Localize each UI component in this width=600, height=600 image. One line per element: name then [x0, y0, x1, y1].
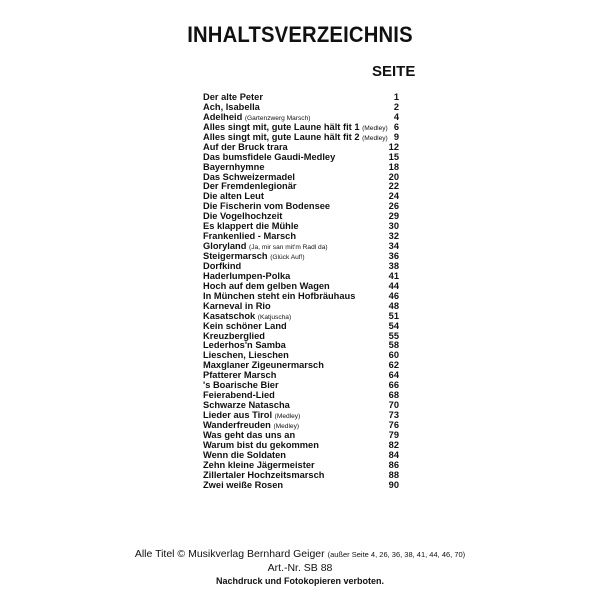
toc-entry-title: Ach, Isabella	[203, 101, 260, 112]
page-column-header: SEITE	[372, 63, 416, 80]
toc-entry-text	[203, 450, 286, 460]
toc-entry	[203, 340, 399, 350]
toc-entry-page: 82	[388, 439, 399, 450]
toc-entry-page: 84	[388, 449, 399, 460]
toc-entry-note: (Glück Auf!)	[270, 254, 305, 261]
toc-entry-text	[203, 390, 275, 400]
toc-entry	[203, 211, 399, 221]
toc-entry	[203, 470, 399, 480]
toc-entry-page: 18	[388, 161, 399, 172]
toc-entry-page: 29	[388, 211, 399, 222]
toc-entry-title: Hoch auf dem gelben Wagen	[203, 280, 330, 291]
toc-entry-text	[203, 221, 299, 231]
toc-entry-text	[203, 360, 324, 370]
toc-entry-page: 15	[388, 151, 399, 162]
toc-entry-page: 38	[388, 260, 399, 271]
toc-entry-title: Warum bist du gekommen	[203, 439, 319, 450]
toc-entry-title: Feierabend-Lied	[203, 390, 275, 401]
toc-entry	[203, 231, 399, 241]
toc-entry-page: 22	[388, 181, 399, 192]
copy-notice: Nachdruck und Fotokopieren verboten.	[215, 576, 385, 586]
toc-entry	[203, 162, 399, 172]
toc-entry	[203, 460, 399, 470]
toc-entry	[203, 261, 399, 271]
toc-entry-page: 60	[388, 350, 399, 361]
table-of-contents	[203, 92, 399, 490]
toc-entry-page: 1	[393, 92, 399, 102]
toc-entry-page: 66	[388, 380, 399, 391]
toc-entry-page: 44	[388, 280, 399, 291]
toc-entry	[203, 430, 399, 440]
toc-entry-title: Gloryland	[203, 241, 247, 252]
toc-entry	[203, 321, 399, 331]
toc-entry-text	[203, 301, 271, 311]
toc-entry-page: 54	[388, 320, 399, 331]
toc-entry-page: 24	[388, 191, 399, 202]
toc-entry-title: Das bumsfidele Gaudi-Medley	[203, 151, 336, 162]
toc-entry-page: 32	[388, 231, 399, 242]
toc-entry-page: 20	[388, 171, 399, 182]
copyright-line	[0, 548, 600, 560]
toc-entry-title: Das Schweizermadel	[203, 171, 295, 182]
toc-entry-text	[203, 281, 330, 291]
toc-entry-text	[203, 400, 290, 410]
toc-entry-text	[203, 152, 335, 162]
toc-entry-page: 86	[388, 459, 399, 470]
toc-entry-title: Maxglaner Zigeunermarsch	[203, 360, 324, 371]
toc-entry-title: Kasatschok	[203, 310, 256, 321]
toc-entry-title: Steigermarsch	[203, 251, 268, 261]
toc-entry-title: Lieschen, Lieschen	[203, 350, 289, 361]
toc-entry-title: Frankenlied - Marsch	[203, 231, 296, 242]
toc-entry-text	[203, 321, 287, 331]
toc-entry	[203, 350, 399, 360]
copyright-exception: (außer Seite 4, 26, 36, 38, 41, 44, 46, 70)	[327, 550, 466, 559]
toc-entry-page: 55	[388, 330, 399, 341]
toc-entry-title: Haderlumpen-Polka	[203, 270, 291, 281]
toc-entry-title: 's Boarische Bier	[203, 380, 279, 391]
toc-entry	[203, 191, 399, 201]
toc-entry-page: 12	[388, 141, 399, 152]
toc-entry	[203, 172, 399, 182]
toc-entry-title: Lederhos'n Samba	[203, 340, 286, 351]
toc-entry-text	[203, 201, 330, 211]
toc-entry-title: Adelheid	[203, 111, 243, 122]
toc-entry-text	[203, 331, 265, 341]
toc-entry-page: 36	[388, 251, 399, 261]
toc-entry	[203, 301, 399, 311]
toc-entry-title: Alles singt mit, gute Laune hält fit 2	[203, 131, 360, 142]
toc-entry-title: Der Fremdenlegionär	[203, 181, 297, 192]
toc-entry	[203, 400, 399, 410]
toc-entry-title: Auf der Bruck trara	[203, 141, 288, 152]
toc-entry-title: Alles singt mit, gute Laune hält fit 1	[203, 121, 360, 132]
toc-entry-page: 73	[388, 410, 399, 420]
toc-entry-text	[203, 370, 276, 380]
toc-entry-text	[203, 271, 290, 281]
toc-entry-title: Wanderfreuden	[203, 419, 271, 430]
toc-entry-text	[203, 211, 282, 221]
toc-entry	[203, 152, 399, 162]
toc-entry-text	[203, 162, 265, 172]
toc-entry-text	[203, 231, 296, 241]
toc-entry-text	[203, 470, 324, 480]
toc-entry	[203, 241, 399, 251]
toc-entry-title: Kreuzberglied	[203, 330, 265, 341]
toc-entry-page: 6	[393, 121, 399, 132]
toc-entry	[203, 450, 399, 460]
toc-entry-note: (Medley)	[274, 413, 301, 420]
toc-entry	[203, 181, 399, 191]
toc-entry-title: In München steht ein Hofbräuhaus	[203, 290, 356, 301]
toc-entry-note: (Katjuscha)	[257, 313, 292, 321]
toc-entry-page: 58	[388, 340, 399, 351]
toc-entry-page: 2	[393, 101, 399, 112]
toc-entry-title: Es klappert die Mühle	[203, 221, 299, 232]
toc-entry-title: Zwei weiße Rosen	[203, 479, 284, 490]
toc-entry-page: 34	[388, 241, 399, 252]
toc-entry	[203, 410, 399, 420]
toc-entry	[203, 132, 399, 142]
toc-entry	[203, 480, 399, 490]
toc-entry	[203, 360, 399, 370]
toc-entry-text	[203, 440, 319, 450]
toc-entry	[203, 92, 399, 102]
toc-entry-text	[203, 172, 295, 182]
toc-entry-text	[203, 340, 286, 350]
toc-entry-title: Schwarze Natascha	[203, 400, 290, 411]
toc-entry-page: 41	[388, 270, 399, 281]
toc-entry-text	[203, 380, 279, 390]
toc-entry-note: (Gartenzwerg Marsch)	[244, 114, 311, 122]
toc-entry-page: 79	[388, 429, 399, 440]
toc-entry-title: Zehn kleine Jägermeister	[203, 459, 315, 470]
toc-entry	[203, 271, 399, 281]
toc-entry-text	[203, 142, 288, 152]
toc-entry-text	[203, 460, 315, 470]
toc-entry-title: Die Fischerin vom Bodensee	[203, 201, 331, 212]
toc-entry-text	[203, 181, 297, 191]
toc-entry-title: Die alten Leut	[203, 191, 264, 202]
toc-entry	[203, 440, 399, 450]
toc-entry	[203, 281, 399, 291]
toc-entry-title: Dorfkind	[203, 260, 242, 271]
page-title: INHALTSVERZEICHNIS	[187, 22, 413, 47]
toc-entry-title: Pfatterer Marsch	[203, 370, 277, 381]
toc-entry-page: 70	[388, 400, 399, 411]
toc-entry	[203, 112, 399, 122]
toc-entry-note: (Ja, mir san mit'm Radl da)	[249, 244, 328, 252]
toc-entry-text	[203, 350, 289, 360]
toc-entry-page: 88	[388, 469, 399, 480]
toc-entry-title: Lieder aus Tirol	[203, 410, 273, 420]
toc-entry	[203, 102, 399, 112]
toc-entry-note: (Medley)	[362, 134, 388, 142]
toc-entry-title: Zillertaler Hochzeitsmarsch	[203, 469, 325, 480]
toc-entry-title: Bayernhymne	[203, 161, 265, 172]
toc-entry-text	[203, 291, 355, 301]
toc-entry-page: 9	[393, 131, 399, 142]
toc-entry-page: 26	[388, 201, 399, 212]
toc-entry	[203, 251, 399, 261]
toc-entry-page: 51	[388, 310, 399, 321]
toc-entry	[203, 221, 399, 231]
copyright-text: Alle Titel © Musikverlag Bernhard Geiger	[134, 548, 325, 560]
toc-entry-title: Was geht das uns an	[203, 429, 296, 440]
toc-entry-page: 76	[388, 419, 399, 430]
toc-entry-page: 68	[388, 390, 399, 401]
toc-entry	[203, 331, 399, 341]
toc-entry-title: Kein schöner Land	[203, 320, 287, 331]
toc-entry-page: 62	[388, 360, 399, 371]
toc-entry-page: 90	[388, 479, 399, 490]
toc-entry	[203, 122, 399, 132]
toc-entry-note: (Medley)	[273, 422, 300, 430]
toc-entry-page: 30	[388, 221, 399, 232]
toc-entry-page: 4	[393, 111, 399, 122]
toc-entry	[203, 311, 399, 321]
toc-entry-page: 46	[388, 290, 399, 301]
toc-entry-text	[203, 430, 295, 440]
toc-entry-title: Der alte Peter	[203, 92, 263, 102]
toc-entry	[203, 291, 399, 301]
toc-entry-text	[203, 261, 241, 271]
toc-entry	[203, 380, 399, 390]
toc-entry-page: 64	[388, 370, 399, 381]
toc-entry	[203, 201, 399, 211]
toc-entry	[203, 420, 399, 430]
toc-entry-text	[203, 92, 263, 102]
article-number: Art.-Nr. SB 88	[267, 562, 333, 574]
toc-entry-title: Die Vogelhochzeit	[203, 211, 283, 222]
toc-entry	[203, 370, 399, 380]
toc-entry-note: (Medley)	[362, 124, 388, 132]
toc-entry-text	[203, 102, 260, 112]
toc-entry-text	[203, 480, 283, 490]
toc-entry	[203, 390, 399, 400]
toc-entry-title: Karneval in Rio	[203, 300, 271, 311]
toc-entry-page: 48	[388, 300, 399, 311]
toc-entry-title: Wenn die Soldaten	[203, 449, 286, 460]
toc-entry-text	[203, 191, 264, 201]
toc-entry	[203, 142, 399, 152]
